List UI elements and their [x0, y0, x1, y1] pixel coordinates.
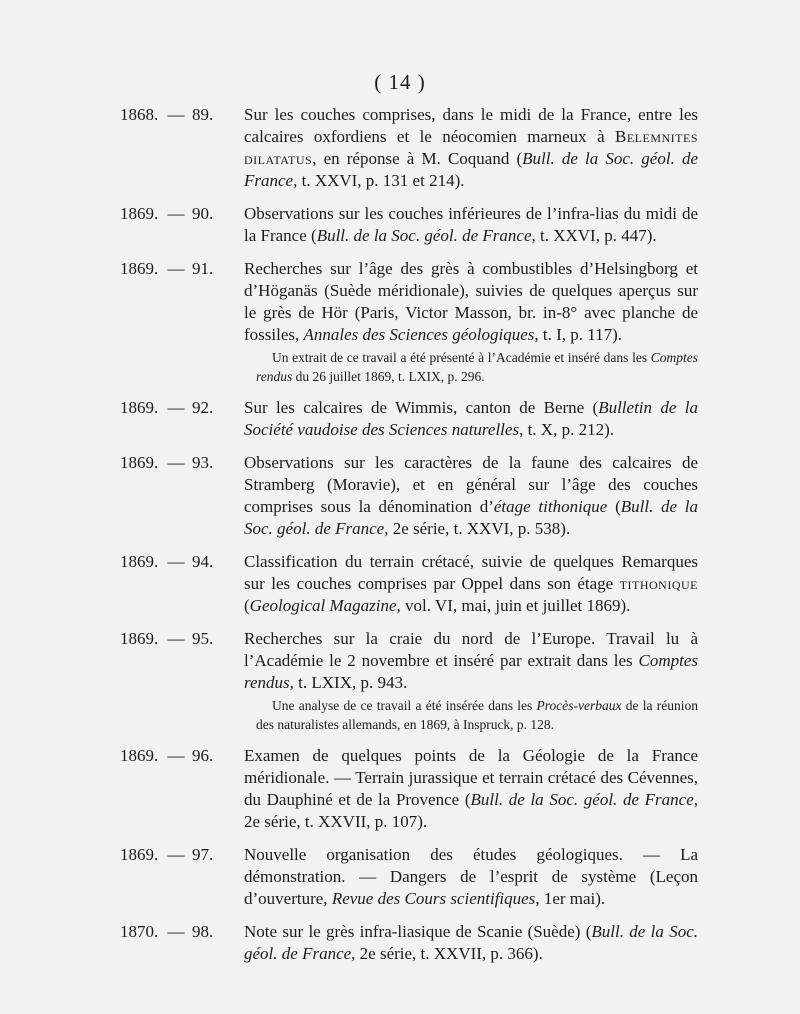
note-text-part: Une analyse de ce travail a été insérée dans les: [272, 698, 537, 713]
entry-lead: [120, 452, 213, 474]
entry-year: 1869.: [120, 204, 159, 223]
entry-dash: —: [167, 204, 185, 223]
entry-number: 90.: [192, 204, 214, 223]
entry-lead: [120, 745, 213, 767]
journal-title: Bull. de la Soc. géol. de France: [244, 149, 698, 190]
entry-number: 92.: [192, 398, 214, 417]
entry-dash: —: [167, 105, 185, 124]
entry-lead: [120, 921, 213, 943]
entry-dash: —: [167, 845, 185, 864]
entry-year: 1869.: [120, 845, 159, 864]
bibliography-entry: [120, 397, 698, 441]
entry-text-part: , t. XXVI, p. 131 et 214).: [293, 171, 465, 190]
journal-title: Geological Magazine: [249, 596, 397, 615]
entry-text-part: , 2e série, t. XXVII, p. 366).: [351, 944, 543, 963]
entry-dash: —: [167, 398, 185, 417]
entry-text: [244, 628, 698, 694]
entry-text: [244, 258, 698, 346]
entry-text-part: (: [607, 497, 621, 516]
entry-text-part: Recherches sur la craie du nord de l’Europe. Travail lu à l’Académie le 2 novembre et inséré par extrait dans les: [244, 629, 698, 670]
entry-dash: —: [167, 259, 185, 278]
entry-text-part: , t. XXVI, p. 447).: [531, 226, 657, 245]
entry-text-part: Observations sur les caractères de la faune des calcaires de Stramberg (Moravie), et en général sur l’âge des couches comprises sous la dénomination d’: [244, 453, 698, 516]
entry-text-part: , vol. VI, mai, juin et juillet 1869).: [396, 596, 631, 615]
entry-year: 1869.: [120, 552, 159, 571]
entry-text-part: , en réponse à M. Coquand (: [312, 149, 523, 168]
entry-text-part: , 2e série, t. XXVI, p. 538).: [384, 519, 571, 538]
entry-dash: —: [167, 552, 185, 571]
entry-lead: [120, 551, 213, 573]
entry-text-part: Note sur le grès infra-liasique de Scanie (Suède) (: [244, 922, 592, 941]
journal-title: Annales des Sciences géologiques: [303, 325, 535, 344]
entry-lead: [120, 203, 213, 225]
journal-title: Bull. de la Soc. géol. de France: [316, 226, 532, 245]
journal-title: Bull. de la Soc. géol. de France: [244, 922, 698, 963]
entry-year: 1870.: [120, 922, 159, 941]
bibliography-entry: [120, 921, 698, 965]
entry-lead: [120, 104, 213, 126]
entry-number: 96.: [192, 746, 214, 765]
entry-year: 1869.: [120, 259, 159, 278]
term-name: tithonique: [619, 574, 698, 593]
entry-number: 95.: [192, 629, 214, 648]
note-text-part: de la réunion des naturalistes allemands, en 1869, à Inspruck, p. 128.: [256, 698, 698, 732]
entry-year: 1869.: [120, 629, 159, 648]
entry-year: 1869.: [120, 746, 159, 765]
note-text-part: Un extrait de ce travail a été présenté à l’Académie et inséré dans les: [272, 350, 651, 365]
bibliography-entry: [120, 745, 698, 833]
entry-dash: —: [167, 922, 185, 941]
entry-text-part: , t. LXIX, p. 943.: [289, 673, 408, 692]
entry-text-part: , 2e série, t. XXVII, p. 107).: [244, 790, 698, 831]
entry-number: 91.: [192, 259, 214, 278]
bibliography-entry: [120, 203, 698, 247]
bibliography-entry: [120, 258, 698, 386]
entry-lead: [120, 397, 213, 419]
journal-title: Bull. de la Soc. géol. de France: [244, 497, 698, 538]
entry-text-part: Nouvelle organisation des études géologiques. — La démonstration. — Dangers de l’esprit de système (Leçon d’ouverture,: [244, 845, 698, 908]
entry-number: 93.: [192, 453, 214, 472]
entry-dash: —: [167, 453, 185, 472]
entry-note: [256, 697, 698, 734]
entry-text-part: (: [244, 596, 250, 615]
entry-text-part: Observations sur les couches inférieures de l’infra-lias du midi de la France (: [244, 204, 698, 245]
entry-number: 97.: [192, 845, 214, 864]
entry-lead: [120, 844, 213, 866]
entry-number: 89.: [192, 105, 214, 124]
entry-text-part: , 1er mai).: [535, 889, 606, 908]
entry-text: [244, 397, 698, 441]
entry-text-part: Sur les couches comprises, dans le midi de la France, entre les calcaires oxfordiens et le néocomien marneux à: [244, 105, 698, 146]
entry-note: [256, 349, 698, 386]
note-text-part: du 26 juillet 1869, t. LXIX, p. 296.: [292, 368, 485, 384]
entry-text: [244, 104, 698, 192]
page-number: ( 14 ): [374, 70, 426, 94]
entry-year: 1868.: [120, 105, 159, 124]
entry-text-part: Sur les calcaires de Wimmis, canton de Berne (: [244, 398, 599, 417]
entry-text: [244, 551, 698, 617]
entry-dash: —: [167, 746, 185, 765]
entry-year: 1869.: [120, 398, 159, 417]
entry-text-part: Examen de quelques points de la Géologie de la France méridionale. — Terrain jurassique et terrain crétacé des Cévennes, du Dauphiné et de la Provence (: [244, 746, 698, 809]
bibliography-list: [120, 104, 698, 976]
journal-title: Bulletin de la Société vaudoise des Sciences naturelles: [244, 398, 698, 439]
journal-title: Procès-verbaux: [536, 698, 622, 713]
entry-dash: —: [167, 629, 185, 648]
bibliography-entry: [120, 551, 698, 617]
bibliography-entry: [120, 628, 698, 734]
entry-text: [244, 745, 698, 833]
entry-text: [244, 203, 698, 247]
entry-text: [244, 844, 698, 910]
entry-text-part: , t. I, p. 117).: [534, 325, 623, 344]
bibliography-entry: [120, 452, 698, 540]
entry-text-part: Recherches sur l’âge des grès à combustibles d’Helsingborg et d’Höganäs (Suède méridionale), suivies de quelques aperçus sur le grès de Hör (Paris, Victor Masson, br. in-8° avec planche de fossiles,: [244, 259, 698, 344]
entry-text-part: , t. X, p. 212).: [519, 420, 614, 439]
entry-number: 94.: [192, 552, 214, 571]
entry-year: 1869.: [120, 453, 159, 472]
journal-title: Bull. de la Soc. géol. de France: [470, 790, 694, 809]
term-name: étage tithonique: [493, 497, 608, 516]
entry-lead: [120, 628, 213, 650]
entry-text: [244, 921, 698, 965]
species-name: Belemnites dilatatus: [244, 127, 698, 168]
entry-text-part: Classification du terrain crétacé, suivie de quelques Remarques sur les couches comprises par Oppel dans son étage: [244, 552, 698, 593]
journal-title: Revue des Cours scientifiques: [331, 889, 536, 908]
journal-title: Comptes rendus: [244, 651, 698, 692]
bibliography-entry: [120, 104, 698, 192]
journal-title: Comptes rendus: [256, 350, 698, 384]
entry-number: 98.: [192, 922, 214, 941]
entry-text: [244, 452, 698, 540]
bibliography-entry: [120, 844, 698, 910]
entry-lead: [120, 258, 213, 280]
